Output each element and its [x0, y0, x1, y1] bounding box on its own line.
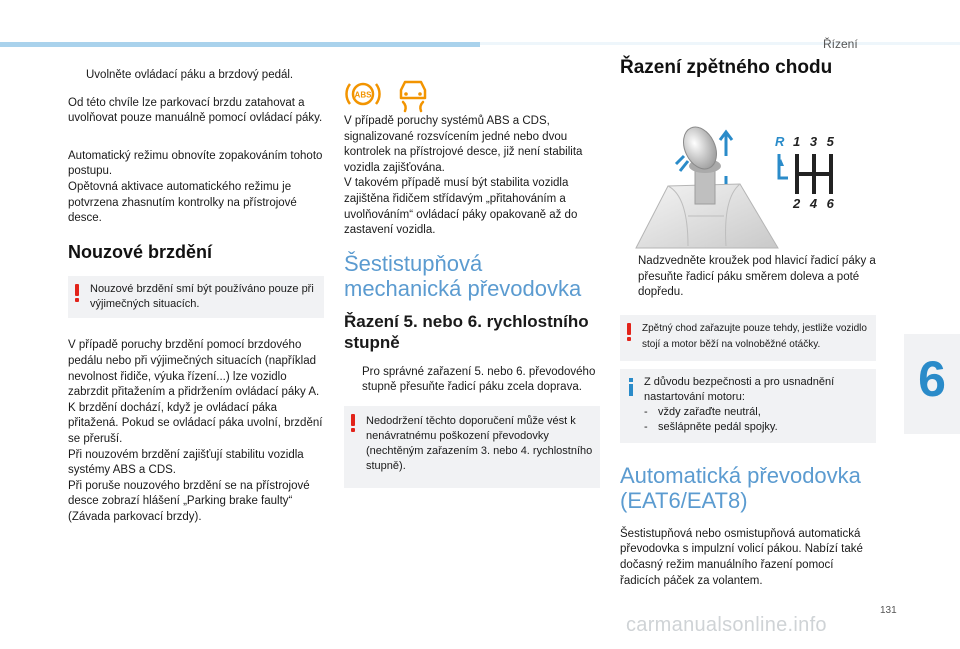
column-left	[68, 68, 324, 525]
warning-text: Zpětný chod zařazujte pouze tehdy, jestliže vozidlo stojí a motor běží na volnoběžné otáčky.	[642, 322, 867, 350]
header-bar	[0, 42, 480, 47]
page-number: 131	[880, 605, 897, 616]
stability-control-icon	[401, 82, 425, 111]
subsection-heading: Řazení 5. nebo 6. rychlostního stupně	[344, 311, 589, 352]
gear-pattern	[775, 134, 837, 211]
paragraph: V takovém případě musí být stabilita vozidla zajištěna řidičem střídavým „přitahováním a uvolňováním“ ovládací páky opakovaně až do zastavení vozidla.	[344, 177, 578, 237]
paragraph: Při poruše nouzového brzdění se na přístrojové desce zobrazí hlášení „Parking brake faulty“ (Závada parkovací brzdy).	[68, 479, 310, 523]
bullet-item	[344, 365, 600, 396]
info-icon	[629, 378, 633, 396]
abs-warning-icon	[346, 84, 379, 104]
info-box	[620, 369, 876, 443]
bullet-item	[68, 68, 324, 84]
section-title: Šestistupňová mechanická převodovka	[344, 250, 582, 301]
gear-shift-illustration	[628, 126, 848, 251]
header-bar-light	[480, 42, 960, 45]
warning-text: Nouzové brzdění smí být používáno pouze při výjimečných situacích.	[90, 283, 314, 311]
bullet-text: Pro správné zařazení 5. nebo 6. převodového stupně přesuňte řadicí páku zcela doprava.	[362, 365, 596, 394]
paragraph: Automatický režimu obnovíte zopakováním tohoto postupu.	[68, 149, 323, 178]
column-middle	[344, 114, 600, 488]
lift-ring-arrow-icon	[676, 156, 688, 171]
up-arrow-icon	[720, 132, 732, 156]
warning-lamps-illustration	[345, 74, 435, 114]
paragraph-group	[68, 338, 324, 525]
paragraph-group	[68, 149, 324, 227]
section-heading: Nouzové brzdění	[68, 241, 213, 262]
gear-label-reverse: R	[775, 134, 785, 149]
paragraph: Od této chvíle lze parkovací brzdu zatahovat a uvolňovat pouze manuálně pomocí ovládací páky.	[68, 96, 323, 125]
dash-marker: -	[644, 405, 648, 418]
bullet-text: Nadzvedněte kroužek pod hlavicí řadicí páky a přesuňte řadicí páku směrem doleva a poté dopředu.	[638, 255, 876, 299]
bullet-marker	[68, 68, 86, 84]
paragraph: V případě poruchy systémů ABS a CDS, signalizované rozsvícením jedné nebo dvou kontrolek na přístrojové desce, již není stabilita vozidla zajišťována.	[344, 115, 583, 174]
warning-text: Nedodržení těchto doporučení může vést k nenávratnému poškození převodovky (nechtěným zařazením 3. nebo 4. rychlostního stupně).	[366, 414, 593, 472]
paragraph: Šestistupňová nebo osmistupňová automatická převodovka s impulzní volicí pákou. Nabízí také dočasný režim manuálního řazení pomocí řadicích páček za volantem.	[620, 527, 863, 587]
bullet-item	[620, 254, 876, 301]
info-list-text: sešlápněte pedál spojky.	[658, 420, 778, 433]
paragraph: Při nouzovém brzdění zajišťují stabilitu vozidla systémy ABS a CDS.	[68, 448, 304, 477]
watermark: carmanualsonline.info	[626, 614, 827, 636]
paragraph: V případě poruchy brzdění pomocí brzdového pedálu nebo při výjimečných situacích (například nevolnost řidiče, výuka řízení...) lze vozidlo zabrzdit přitažením a přidržením ovládací páky A. K brzdění dochází, když je ovládací páka přitažená. Pokud se ovládací páka uvolní, brzdění se přeruší.	[68, 339, 323, 445]
bullet-text: Uvolněte ovládací páku a brzdový pedál.	[86, 69, 294, 81]
chapter-number: 6	[918, 351, 946, 407]
chapter-title: Řízení	[823, 37, 858, 51]
paragraph: Opětovná aktivace automatického režimu je potvrzena zhasnutím kontrolky na přístrojové desce.	[68, 180, 297, 225]
warning-icon	[627, 323, 631, 339]
column-right	[620, 57, 876, 78]
bullet-marker	[620, 254, 638, 301]
info-list-text: vždy zařaďte neutrál,	[658, 405, 761, 418]
info-text: Z důvodu bezpečnosti a pro usnadnění nastartování motoru:	[644, 375, 835, 403]
warning-box	[620, 315, 876, 361]
info-list-item	[644, 420, 870, 435]
bullet-marker	[344, 365, 362, 396]
warning-box	[68, 276, 324, 318]
section-title: Automatická převodovka (EAT6/EAT8)	[620, 462, 861, 513]
gear-label-top: 1 3 5	[793, 134, 837, 149]
gear-label-bottom: 2 4 6	[793, 196, 837, 211]
warning-icon	[351, 414, 355, 430]
warning-icon	[75, 284, 79, 300]
abs-label: ABS	[354, 90, 372, 100]
section-heading: Řazení zpětného chodu	[620, 57, 833, 78]
column-right-body	[620, 254, 876, 603]
paragraph-group	[344, 114, 600, 239]
warning-box	[344, 406, 600, 488]
info-list-item	[644, 405, 870, 420]
dash-marker: -	[644, 420, 648, 433]
